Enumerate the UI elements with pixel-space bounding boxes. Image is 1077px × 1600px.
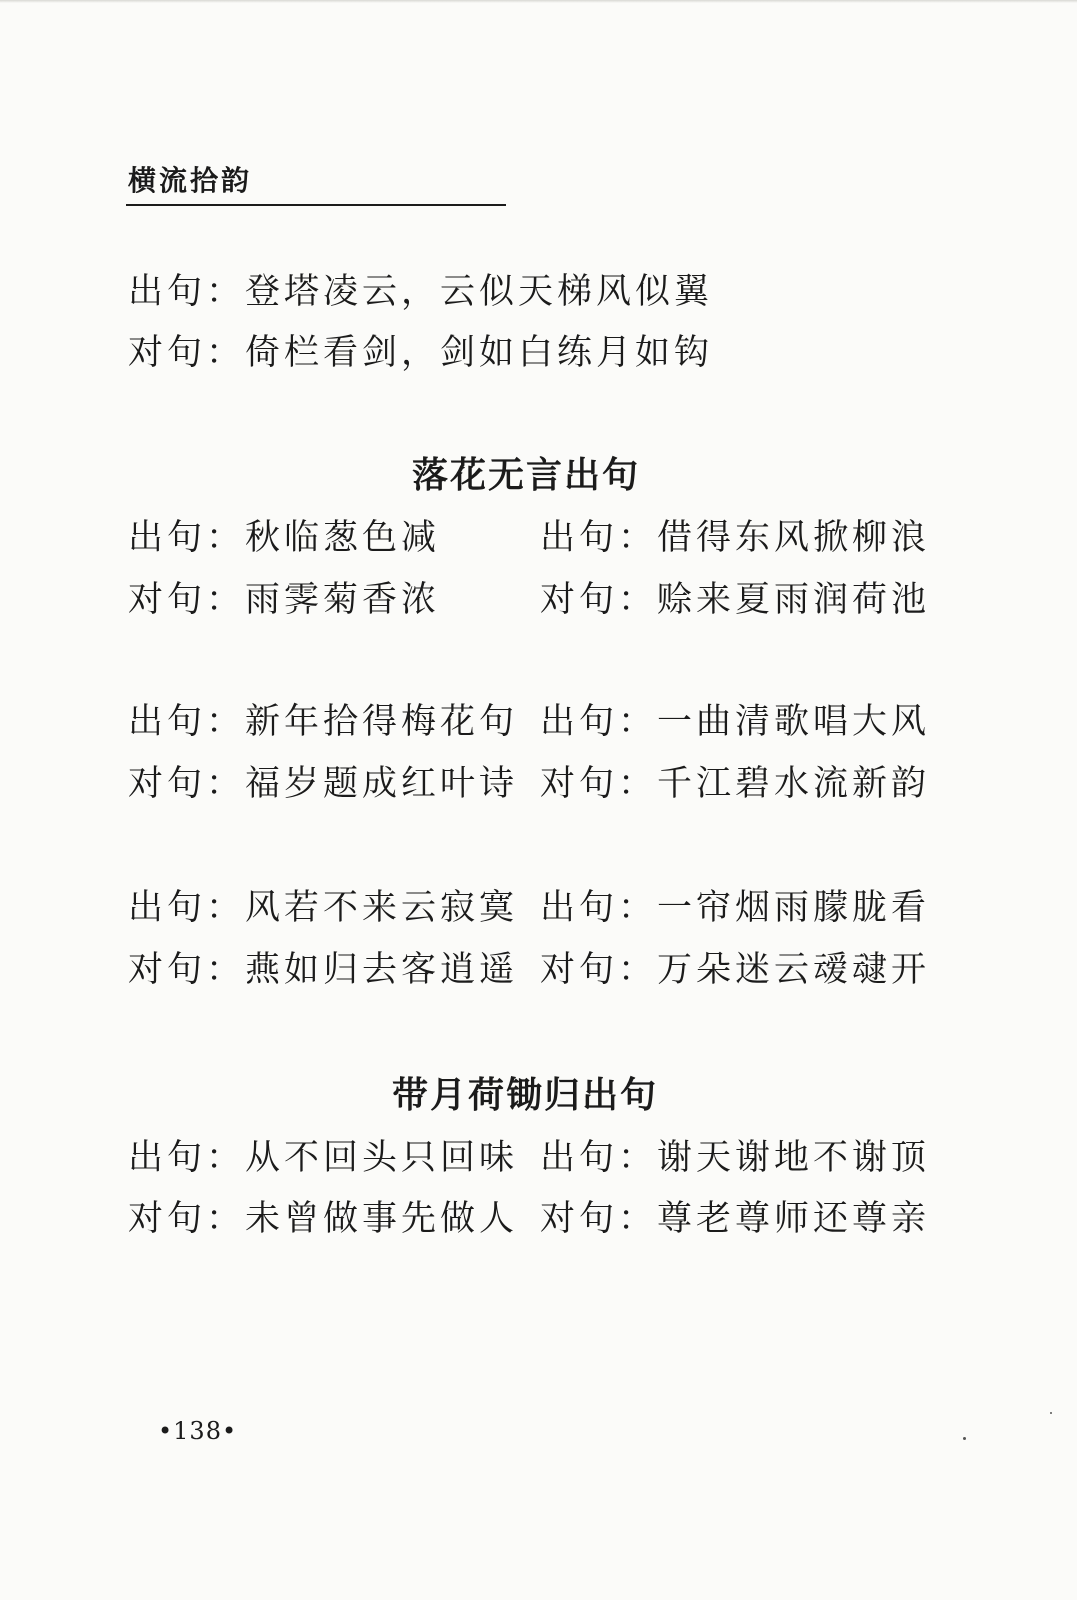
couplet-line-out: 出句：一帘烟雨朦胧看: [540, 888, 931, 928]
header-rule: [126, 204, 506, 206]
couplet-line-resp: 对句：福岁题成红叶诗: [128, 764, 519, 804]
running-header: 横流拾韵: [128, 164, 253, 197]
couplet-line-out: 出句：谢天谢地不谢顶: [540, 1138, 931, 1178]
couplet-line-resp: 对句：尊老尊师还尊亲: [540, 1199, 931, 1239]
couplet-line-out: 出句：风若不来云寂寞: [128, 888, 519, 928]
couplet-line-out: 出句：新年拾得梅花句: [128, 702, 519, 742]
couplet-line-resp: 对句：雨霁菊香浓: [128, 580, 441, 620]
couplet-line-resp: 对句：万朵迷云叆叇开: [540, 950, 931, 990]
couplet-line-out: 出句：借得东风掀柳浪: [540, 518, 931, 558]
scan-edge: [0, 0, 1077, 3]
page-number: •138•: [158, 1417, 238, 1445]
couplet-line-resp: 对句：赊来夏雨润荷池: [540, 580, 931, 620]
couplet-line-resp: 对句：未曾做事先做人: [128, 1199, 519, 1239]
couplet-line-resp: 对句：倚栏看剑，剑如白练月如钩: [128, 333, 714, 373]
couplet-line-out: 出句：一曲清歌唱大风: [540, 702, 931, 742]
couplet-line-resp: 对句：千江碧水流新韵: [540, 764, 931, 804]
couplet-line-out: 出句：登塔凌云，云似天梯风似翼: [128, 272, 714, 312]
couplet-line-resp: 对句：燕如归去客逍遥: [128, 950, 519, 990]
couplet-line-out: 出句：从不回头只回味: [128, 1138, 519, 1178]
section-title: 带月荷锄归出句: [392, 1075, 659, 1116]
couplet-line-out: 出句：秋临葱色减: [128, 518, 441, 558]
section-title: 落花无言出句: [412, 455, 641, 496]
scan-speck: [1050, 1412, 1052, 1414]
scan-speck: [963, 1437, 966, 1440]
